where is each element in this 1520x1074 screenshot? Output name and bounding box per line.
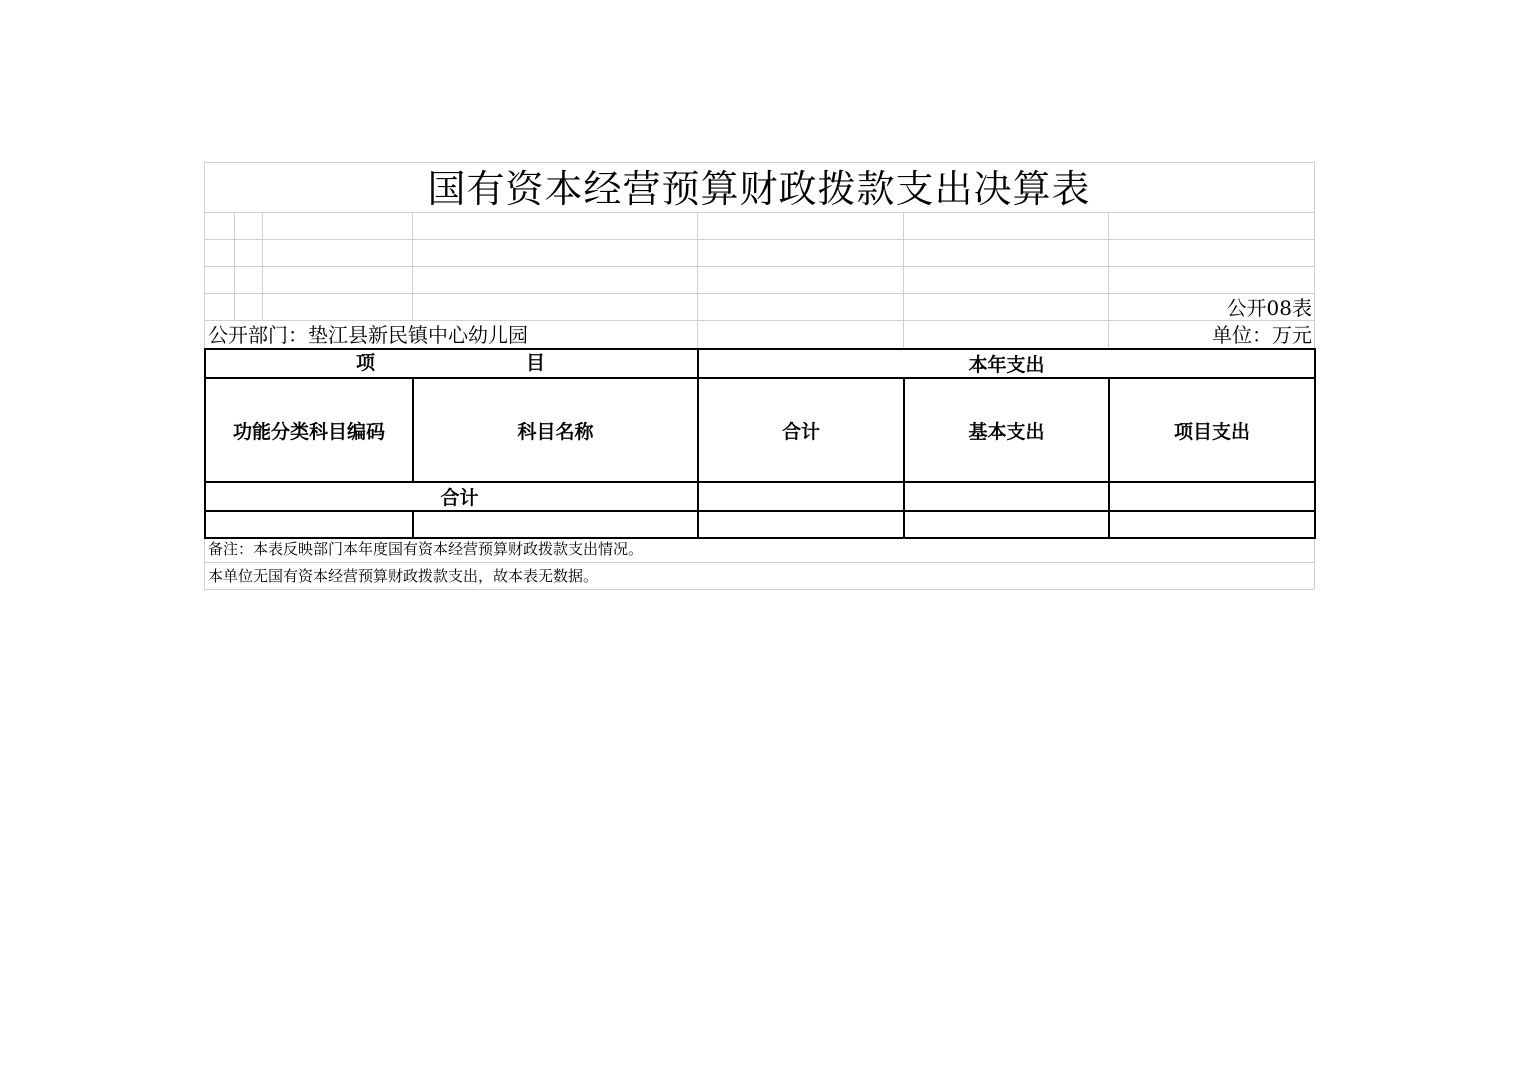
total-row-basic: [904, 482, 1109, 511]
note-text: 备注：本表反映部门本年度国有资本经营预算财政拨款支出情况。: [208, 540, 644, 558]
row-basic-cell: [904, 511, 1109, 538]
current-year-header: 本年支出: [698, 349, 1315, 378]
row-project-cell: [1109, 511, 1315, 538]
gridline: [1108, 212, 1109, 348]
gridline: [412, 212, 413, 320]
name-header: 科目名称: [413, 378, 698, 482]
row-total-cell: [698, 511, 904, 538]
item-header: [205, 349, 698, 378]
code-header: 功能分类科目编码: [205, 378, 413, 482]
item-header-part1: 项: [356, 352, 376, 374]
gridline: [903, 212, 904, 348]
row-name-cell: [413, 511, 698, 538]
total-row-total: [698, 482, 904, 511]
unit-label: 单位：万元: [1212, 323, 1312, 347]
gridline: [697, 212, 698, 348]
table-row: [205, 511, 1315, 538]
header-row-2: [205, 378, 1315, 482]
expenditure-table: [204, 348, 1316, 539]
gridline: [204, 212, 1314, 213]
gridline: [204, 589, 1314, 590]
total-row-label: 合计: [205, 482, 698, 511]
gridline: [204, 293, 1314, 294]
total-row: [205, 482, 1315, 511]
gridline: [204, 266, 1314, 267]
gridline: [234, 212, 235, 320]
gridline: [262, 212, 263, 320]
note-text: 本单位无国有资本经营预算财政拨款支出，故本表无数据。: [208, 567, 599, 585]
form-number: 公开08表: [1226, 296, 1312, 320]
gridline: [204, 320, 1314, 321]
basic-header: 基本支出: [904, 378, 1109, 482]
department-label: 公开部门：垫江县新民镇中心幼儿园: [208, 323, 528, 347]
total-header: 合计: [698, 378, 904, 482]
report-title: 国有资本经营预算财政拨款支出决算表: [427, 167, 1091, 211]
gridline: [204, 562, 1314, 563]
project-header: 项目支出: [1109, 378, 1315, 482]
gridline: [204, 239, 1314, 240]
row-code-cell: [205, 511, 413, 538]
item-header-part2: 目: [526, 352, 546, 374]
total-row-project: [1109, 482, 1315, 511]
header-row-1: [205, 349, 1315, 378]
